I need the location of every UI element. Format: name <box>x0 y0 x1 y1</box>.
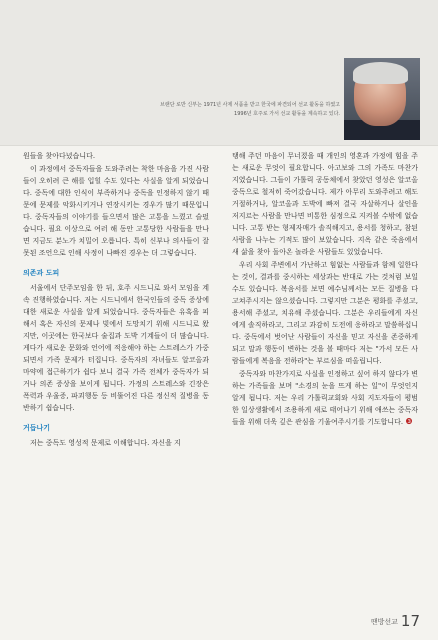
left-paragraph-1: 원들을 찾아다녔습니다. <box>23 152 96 160</box>
page-footer <box>371 612 420 630</box>
right-column <box>232 150 418 429</box>
portrait-hair <box>353 62 408 84</box>
left-column <box>23 150 209 450</box>
right-paragraph-3 <box>232 368 418 428</box>
right-paragraph-2: 우리 사회 주변에서 가난하고 힘없는 사람들과 함께 일한다는 것이, 결과를 중시하는 세상과는 반대로 가는 것처럼 보일 수도 있습니다. 복음서를 보면 예수님께서는 모든 질병을 다 고쳐주시지는 않으셨습니다. 그렇지만 그분은 평화를 주셨고, 용서해 주셨고, 치유해 주셨습니다. 그분은 우리들에게 자신에게 솔직하라고, 그리고 과감히 도전에 응하라고 말씀하십니다. 중독에서 벗어난 사람들이 자신을 믿고 자신을 존중하게 되고 말과 행동이 변하는 것을 볼 때마다 저는 "가서 모든 사람들에게 복음을 전하라"는 부르심을 떠올립니다. <box>232 261 418 365</box>
header-divider <box>0 145 438 146</box>
section-heading-dependence: 의존과 도피 <box>23 269 60 277</box>
left-paragraph-2: 이 과정에서 중독자들을 도와주려는 착한 마음을 가진 사람들이 오히려 큰 해를 입힐 수도 있다는 사실을 알게 되었습니다. 중독에 대한 인식이 부족하거나 중독을 인정하지 않기 때문에 문제를 악화시키거나 연장시키는 경우가 많기 때문입니다. 중독자들의 이야기를 들으면서 많은 고통을 느꼈고 슬펐습니다. 필요 이상으로 여러 해 동안 고통당한 사람들을 만나면 지금도 분노가 치밀어 오릅니다. 특히 신부나 의사들이 잘못된 조언으로 인해 사정이 나빠진 경우는 더 그렇습니다. <box>23 165 209 257</box>
end-mark-icon: ❸ <box>405 417 413 426</box>
page-number: 17 <box>400 612 420 630</box>
caption-line-1: 브랜단 로반 신부는 1971년 사제 서품을 받고 한국에 파견되어 선교 활동을 하였고 <box>160 102 340 108</box>
portrait-photo <box>344 58 420 140</box>
caption-line-2: 1996년 호주로 가서 선교 활동을 계속하고 있다. <box>234 111 340 117</box>
footer-label: 땐방선교 <box>370 618 398 626</box>
right-paragraph-1: 탱해 주던 마음이 무너졌을 때 개인의 영혼과 가정에 힘을 주는 새로운 무엇이 필요합니다. 아고보와 그의 가족도 마찬가지였습니다. 그들이 가톨릭 공동체에서 찾았던 영성은 알코올 중독으로 철저히 죽어갔습니다. 제가 아무리 도와주려고 해도 거절하거나, 알코올과 도박에 빠져 결국 자살하거나 살인을 저지르는 사람을 만나면 비통한 심정으로 지켜볼 수밖에 없습니다. 고통 받는 형제자매가 솔직해지고, 용서를 청하고, 참된 사람을 나누는 기적도 많이 보았습니다. 지옥 같은 죽음에서 새 삶을 찾아 돌아온 놀라운 사람들도 있었습니다. <box>232 152 418 256</box>
left-paragraph-4: 저는 중독도 영성적 문제로 이해합니다. 자신을 지 <box>30 439 181 447</box>
section-heading-rebirth: 거듭나기 <box>23 424 51 432</box>
right-paragraph-3-text: 중독자와 마찬가지로 사실을 인정하고 싶어 하지 않다가 변하는 가족들을 보며 "소경의 눈을 뜨게 하는 일"이 무엇인지 알게 됩니다. 저는 우리 가톨릭교회와 사회 지도자들이 평범한 일상생활에서 조용하게 새로 태어나기 위해 애쓰는 중독자들을 위해 더욱 깊은 관심을 기울여주시기를 기도합니다. <box>232 370 418 426</box>
left-paragraph-3: 서울에서 단주모임을 한 뒤, 호주 시드니로 와서 모임을 계속 진행하였습니다. 저는 시드니에서 한국인들의 중독 증상에 대한 새로운 사실을 알게 되었습니다. 중독자들은 유혹을 피해서 혹은 자신의 문제나 빚에서 도망치기 위해 시드니로 왔지만, 이곳에는 한국보다 술집과 도박 기계들이 더 많습니다. 게다가 새로운 문화와 언어에 적응해야 하는 스트레스가 가중되면서 가족 문제가 터집니다. 중독자의 자녀들도 알코올과 마약에 접근하기가 쉽다 보니 결국 가족 전체가 중독자가 되거나 의존 증상을 보이게 됩니다. 가정의 스트레스와 긴장은 폭력과 우울증, 파괴행동 등 비뚤어진 다른 정신적 질병을 동반하기 쉽습니다. <box>23 284 209 412</box>
photo-caption <box>118 101 340 119</box>
